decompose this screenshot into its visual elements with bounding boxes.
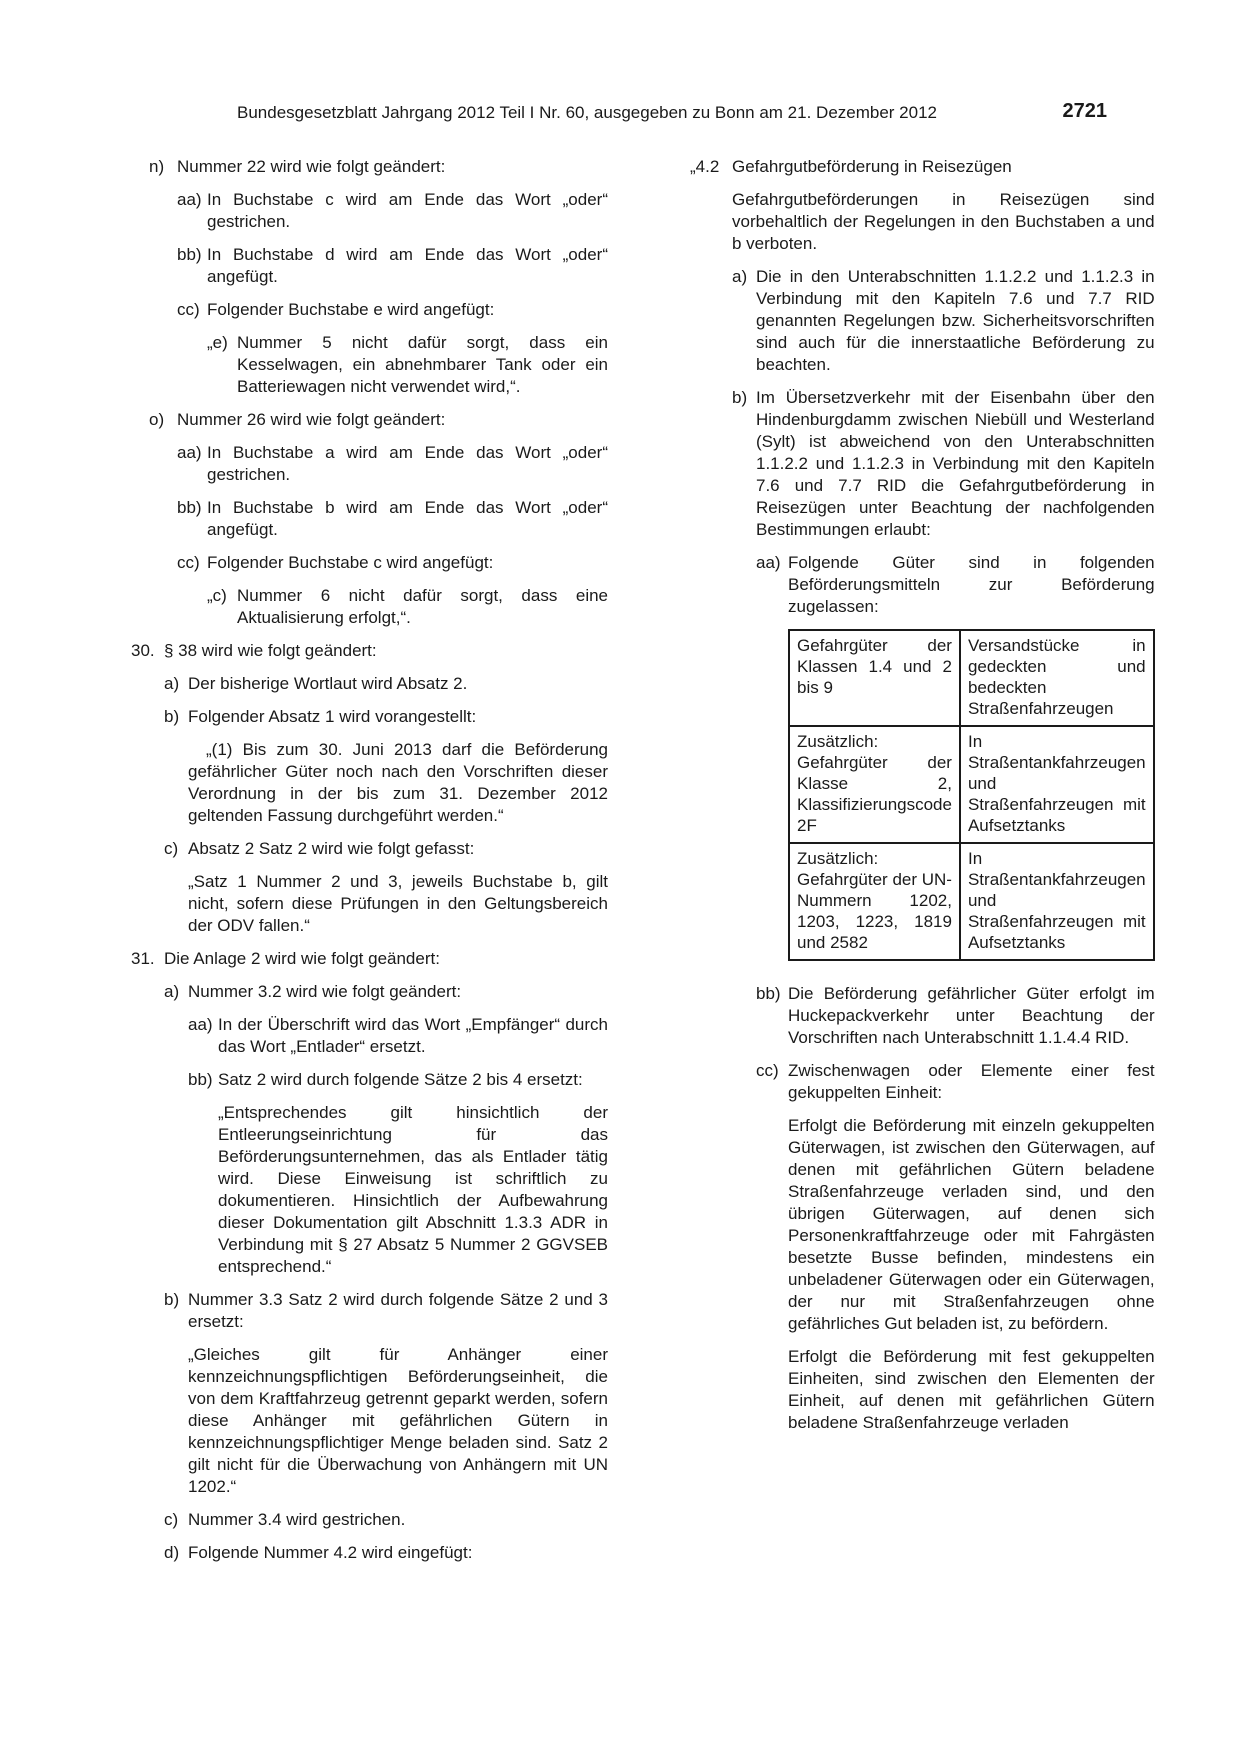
item-text: Zwischenwagen oder Elemente einer fest gekuppelten Einheit: bbox=[788, 1061, 1155, 1102]
goods-table bbox=[788, 629, 1155, 961]
item-label: a) bbox=[732, 267, 748, 286]
section-text: § 38 wird wie folgt geändert: bbox=[164, 641, 377, 660]
item-label: „e) bbox=[207, 333, 228, 352]
item-text: In der Überschrift wird das Wort „Empfänger“ durch das Wort „Entlader“ ersetzt. bbox=[218, 1015, 608, 1056]
item-n bbox=[149, 156, 608, 398]
item-a bbox=[164, 981, 608, 1278]
item-label: a) bbox=[164, 674, 180, 693]
subitem-cc bbox=[177, 299, 608, 398]
item-a bbox=[732, 266, 1155, 376]
header-text: Bundesgesetzblatt Jahrgang 2012 Teil I Nr. 60, ausgegeben zu Bonn am 21. Dezember 2012 bbox=[237, 103, 937, 122]
table-cell-goods: Gefahrgüter der Klassen 1.4 und 2 bis 9 bbox=[789, 630, 960, 726]
quoted-text: „Satz 1 Nummer 2 und 3, jeweils Buchstabe b, gilt nicht, sofern diese Prüfungen in den Geltungsbereich der ODV fallen.“ bbox=[188, 872, 608, 935]
section-text: Die Anlage 2 wird wie folgt geändert: bbox=[164, 949, 440, 968]
table-cell-vehicles: Versandstücke in gedeckten und bedeckten Straßenfahrzeugen bbox=[960, 630, 1154, 726]
item-text: Der bisherige Wortlaut wird Absatz 2. bbox=[188, 674, 468, 693]
item-text: Nummer 3.3 Satz 2 wird durch folgende Sätze 2 und 3 ersetzt: bbox=[188, 1290, 608, 1331]
heading-text: Gefahrgutbeförderung in Reisezügen bbox=[732, 157, 1012, 176]
item-text: Folgende Güter sind in folgenden Beförderungsmitteln zur Beförderung zugelassen: bbox=[788, 553, 1155, 616]
section-31 bbox=[131, 948, 608, 1564]
subitem-aa bbox=[177, 189, 608, 233]
page-header bbox=[237, 100, 1107, 126]
section-number: 31. bbox=[131, 949, 155, 968]
item-o bbox=[149, 409, 608, 629]
item-label: c) bbox=[164, 839, 179, 858]
item-c bbox=[164, 838, 608, 937]
item-label: aa) bbox=[177, 190, 202, 209]
item-text: In Buchstabe d wird am Ende das Wort „oder“ angefügt. bbox=[207, 245, 608, 286]
subitem-bb bbox=[188, 1069, 608, 1278]
item-text: Die Beförderung gefährlicher Güter erfolgt im Huckepackverkehr unter Beachtung der Vorschriften nach Unterabschnitt 1.1.4.4 RID. bbox=[788, 984, 1155, 1047]
quote-item bbox=[207, 585, 608, 629]
item-text: Nummer 22 wird wie folgt geändert: bbox=[177, 157, 446, 176]
item-label: d) bbox=[164, 1543, 180, 1562]
subitem-cc bbox=[177, 552, 608, 629]
subitem-bb bbox=[177, 497, 608, 541]
heading-number: „4.2 bbox=[690, 157, 720, 176]
section-number: 30. bbox=[131, 641, 155, 660]
quoted-text: „(1) Bis zum 30. Juni 2013 darf die Beförderung gefährlicher Güter noch nach den Vorschriften dieser Verordnung in der bis zum 31. Dezember 2012 geltenden Fassung durchgeführt werden.“ bbox=[188, 740, 608, 825]
heading-4-2 bbox=[690, 156, 1155, 1434]
item-text: Satz 2 wird durch folgende Sätze 2 bis 4 ersetzt: bbox=[218, 1070, 583, 1089]
item-text: Nummer 3.2 wird wie folgt geändert: bbox=[188, 982, 462, 1001]
item-text: Folgender Absatz 1 wird vorangestellt: bbox=[188, 707, 477, 726]
table-row bbox=[789, 630, 1154, 726]
item-d bbox=[164, 1542, 608, 1564]
paragraph: Erfolgt die Beförderung mit fest gekuppelten Einheiten, sind zwischen den Elementen der Einheit, auf denen mit gefährlichen Gütern beladene Straßenfahrzeuge verladen bbox=[788, 1347, 1155, 1432]
item-label: bb) bbox=[177, 498, 202, 517]
table-cell-vehicles: In Straßentankfahrzeugen und Straßenfahrzeugen mit Aufsetztanks bbox=[960, 726, 1154, 843]
subitem-aa bbox=[756, 552, 1155, 972]
item-text: In Buchstabe b wird am Ende das Wort „oder“ angefügt. bbox=[207, 498, 608, 539]
paragraph: Erfolgt die Beförderung mit einzeln gekuppelten Güterwagen, ist zwischen den Güterwagen, auf denen mit gefährlichen Gütern beladene Straßenfahrzeuge verladen sind, und den übrigen Güterwagen, auf denen sich Personenkraftfahrzeuge oder mit Fahrgästen besetzte Busse befinden, mindestens ein unbeladener Güterwagen oder ein Güterwagen, der nur mit Straßenfahrzeugen ohne gefährliches Gut beladen ist, zu befördern. bbox=[788, 1116, 1155, 1333]
table-cell-vehicles: In Straßentankfahrzeugen und Straßenfahrzeugen mit Aufsetztanks bbox=[960, 843, 1154, 960]
item-label: c) bbox=[164, 1510, 179, 1529]
table-cell-goods: Zusätzlich: Gefahrgüter der UN-Nummern 1202, 1203, 1223, 1819 und 2582 bbox=[789, 843, 960, 960]
subitem-aa bbox=[188, 1014, 608, 1058]
item-text: Nummer 3.4 wird gestrichen. bbox=[188, 1510, 406, 1529]
item-text: Nummer 5 nicht dafür sorgt, dass ein Kesselwagen, ein abnehmbarer Tank oder ein Batteriewagen nicht verwendet wird,“. bbox=[237, 333, 608, 396]
quote-item bbox=[207, 332, 608, 398]
item-b bbox=[732, 387, 1155, 1434]
item-label: cc) bbox=[177, 553, 200, 572]
item-b bbox=[164, 706, 608, 827]
table-row bbox=[789, 843, 1154, 960]
item-text: Folgender Buchstabe c wird angefügt: bbox=[207, 553, 494, 572]
item-b bbox=[164, 1289, 608, 1498]
item-text: Folgende Nummer 4.2 wird eingefügt: bbox=[188, 1543, 473, 1562]
subitem-aa bbox=[177, 442, 608, 486]
quoted-text: „Entsprechendes gilt hinsichtlich der Entleerungseinrichtung für das Beförderungsunternehmen, das als Entlader tätig wird. Diese Einweisung ist schriftlich zu dokumentieren. Hinsichtlich der Aufbewahrung dieser Dokumentation gilt Abschnitt 1.3.3 ADR in Verbindung mit § 27 Absatz 5 Nummer 2 GGVSEB entsprechend.“ bbox=[218, 1103, 608, 1276]
item-text: Die in den Unterabschnitten 1.1.2.2 und 1.1.2.3 in Verbindung mit den Kapiteln 7.6 und 7.7 RID genannten Regelungen bzw. Sicherheitsvorschriften sind auch für die innerstaatliche Beförderung zu beachten. bbox=[756, 267, 1155, 374]
item-c bbox=[164, 1509, 608, 1531]
item-label: b) bbox=[164, 707, 180, 726]
item-label: o) bbox=[149, 410, 165, 429]
subitem-bb bbox=[756, 983, 1155, 1049]
page-number: 2721 bbox=[1062, 100, 1107, 122]
item-label: bb) bbox=[188, 1070, 213, 1089]
item-label: b) bbox=[164, 1290, 180, 1309]
table-row bbox=[789, 726, 1154, 843]
item-label: bb) bbox=[177, 245, 202, 264]
item-label: aa) bbox=[756, 553, 781, 572]
item-label: cc) bbox=[756, 1061, 779, 1080]
item-text: In Buchstabe c wird am Ende das Wort „oder“ gestrichen. bbox=[207, 190, 608, 231]
item-text: Nummer 26 wird wie folgt geändert: bbox=[177, 410, 446, 429]
item-text: Im Übersetzverkehr mit der Eisenbahn über den Hindenburgdamm zwischen Niebüll und Westerland (Sylt) ist abweichend von den Unterabschnitten 1.1.2.2 und 1.1.2.3 in Verbindung mit den Kapiteln 7.6 und 7.7 RID die Gefahrgutbeförderung in Reisezügen unter Beachtung der nachfolgenden Bestimmungen erlaubt: bbox=[756, 388, 1155, 539]
subitem-bb bbox=[177, 244, 608, 288]
item-label: aa) bbox=[177, 443, 202, 462]
intro-text: Gefahrgutbeförderungen in Reisezügen sind vorbehaltlich der Regelungen in den Buchstaben a und b verboten. bbox=[732, 190, 1155, 253]
table-cell-goods: Zusätzlich: Gefahrgüter der Klasse 2, Klassifizierungscode 2F bbox=[789, 726, 960, 843]
item-text: Absatz 2 Satz 2 wird wie folgt gefasst: bbox=[188, 839, 475, 858]
item-text: Nummer 6 nicht dafür sorgt, dass eine Aktualisierung erfolgt,“. bbox=[237, 586, 608, 627]
item-text: Folgender Buchstabe e wird angefügt: bbox=[207, 300, 495, 319]
item-a bbox=[164, 673, 608, 695]
item-label: b) bbox=[732, 388, 748, 407]
right-column bbox=[690, 156, 1155, 1445]
quoted-text: „Gleiches gilt für Anhänger einer kennzeichnungspflichtigen Beförderungseinheit, die von dem Kraftfahrzeug getrennt geparkt werden, sofern diese Anhänger mit gefährlichen Gütern in kennzeichnungspflichtiger Menge beladen sind. Satz 2 gilt nicht für die Überwachung von Anhängern mit UN 1202.“ bbox=[188, 1345, 608, 1496]
item-text: In Buchstabe a wird am Ende das Wort „oder“ gestrichen. bbox=[207, 443, 608, 484]
item-label: n) bbox=[149, 157, 165, 176]
item-label: cc) bbox=[177, 300, 200, 319]
left-column bbox=[131, 156, 608, 1575]
item-label: aa) bbox=[188, 1015, 213, 1034]
subitem-cc bbox=[756, 1060, 1155, 1434]
item-label: bb) bbox=[756, 984, 781, 1003]
section-30 bbox=[131, 640, 608, 937]
item-label: „c) bbox=[207, 586, 227, 605]
item-label: a) bbox=[164, 982, 180, 1001]
